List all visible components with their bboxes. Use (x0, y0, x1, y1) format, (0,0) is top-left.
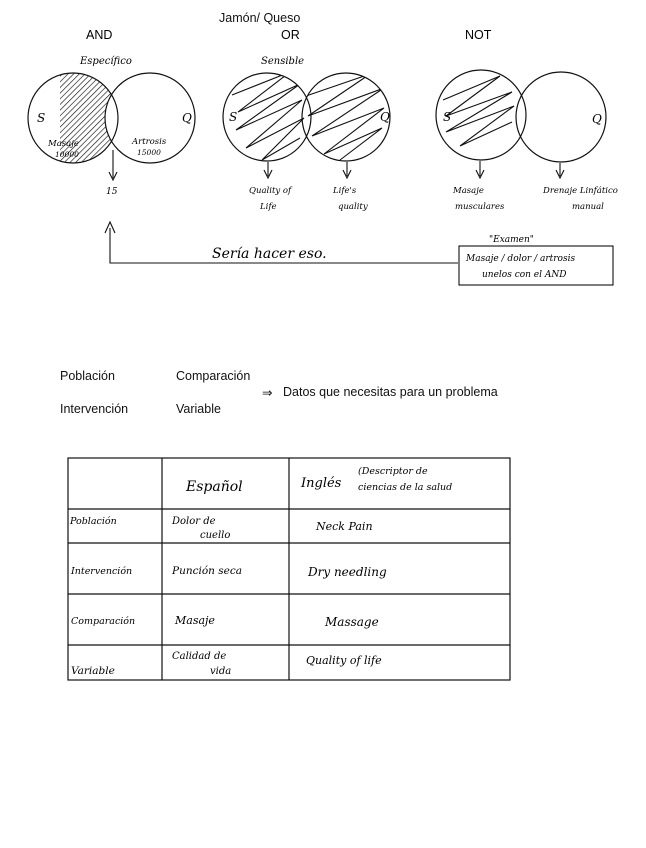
and-left-letter: S (37, 111, 46, 125)
row-label-comparison: Comparación (71, 616, 136, 627)
row-spanish-population-2: cuello (200, 530, 231, 541)
row-spanish-intervention: Punción seca (172, 565, 242, 577)
and-title: AND (86, 28, 113, 42)
or-right-letter: Q (380, 110, 390, 124)
or-note: Sensible (261, 56, 305, 67)
pico-table (0, 450, 646, 690)
pico-variable: Variable (176, 402, 221, 416)
row-spanish-variable-2: vida (210, 666, 232, 677)
or-left-caption-2: Life (260, 202, 277, 212)
exam-title: "Examen" (489, 235, 534, 245)
and-right-letter: Q (182, 111, 192, 125)
not-left-caption-1: Masaje (453, 186, 484, 196)
row-english-population: Neck Pain (316, 520, 373, 533)
or-right-circle (302, 73, 390, 161)
not-left-scribble (443, 76, 514, 146)
or-left-scribble (232, 72, 304, 160)
pico-arrow: ⇒ (262, 386, 273, 400)
or-right-caption-2: quality (338, 202, 368, 212)
row-spanish-comparison: Masaje (175, 614, 215, 627)
row-label-population: Población (70, 516, 117, 527)
row-english-intervention: Dry needling (308, 565, 387, 579)
not-right-letter: Q (592, 112, 602, 126)
and-note: Específico (80, 56, 132, 67)
header-descriptor-1: (Descriptor de (358, 466, 428, 477)
row-label-intervention: Intervención (71, 566, 133, 577)
or-right-caption-1: Life's (333, 186, 357, 196)
header-english: Inglés (301, 476, 342, 491)
pico-intervention: Intervención (60, 402, 129, 416)
not-left-letter: S (443, 110, 452, 124)
exam-line-2: unelos con el AND (482, 270, 567, 280)
header-descriptor-2: ciencias de la salud (358, 482, 453, 493)
arrow-note: Sería hacer eso. (212, 246, 327, 262)
and-left-caption-2: 10000 (55, 150, 79, 159)
pico-description: Datos que necesitas para un problema (283, 385, 498, 399)
top-label: Jamón/ Queso (219, 11, 301, 25)
row-spanish-variable-1: Calidad de (172, 651, 227, 662)
row-english-variable: Quality of life (306, 654, 382, 667)
row-spanish-population-1: Dolor de (172, 516, 216, 527)
or-right-scribble (306, 74, 384, 160)
and-left-caption-1: Masaje (48, 139, 79, 149)
pico-comparison: Comparación (176, 369, 251, 383)
not-left-caption-2: musculares (455, 202, 505, 212)
not-title: NOT (465, 28, 492, 42)
pico-population: Población (60, 369, 115, 383)
row-english-comparison: Massage (325, 615, 379, 629)
or-left-caption-1: Quality of (249, 186, 292, 196)
and-result: 15 (106, 187, 118, 197)
exam-line-1: Masaje / dolor / artrosis (466, 254, 576, 264)
and-right-caption-2: 15000 (137, 148, 161, 157)
header-spanish: Español (186, 479, 243, 495)
not-right-caption-2: manual (572, 202, 604, 212)
venn-diagrams (0, 0, 646, 300)
or-title: OR (281, 28, 300, 42)
not-right-caption-1: Drenaje Linfático (543, 186, 618, 196)
or-left-letter: S (229, 110, 238, 124)
and-right-caption-1: Artrosis (132, 137, 167, 147)
row-label-variable: Variable (71, 665, 115, 677)
